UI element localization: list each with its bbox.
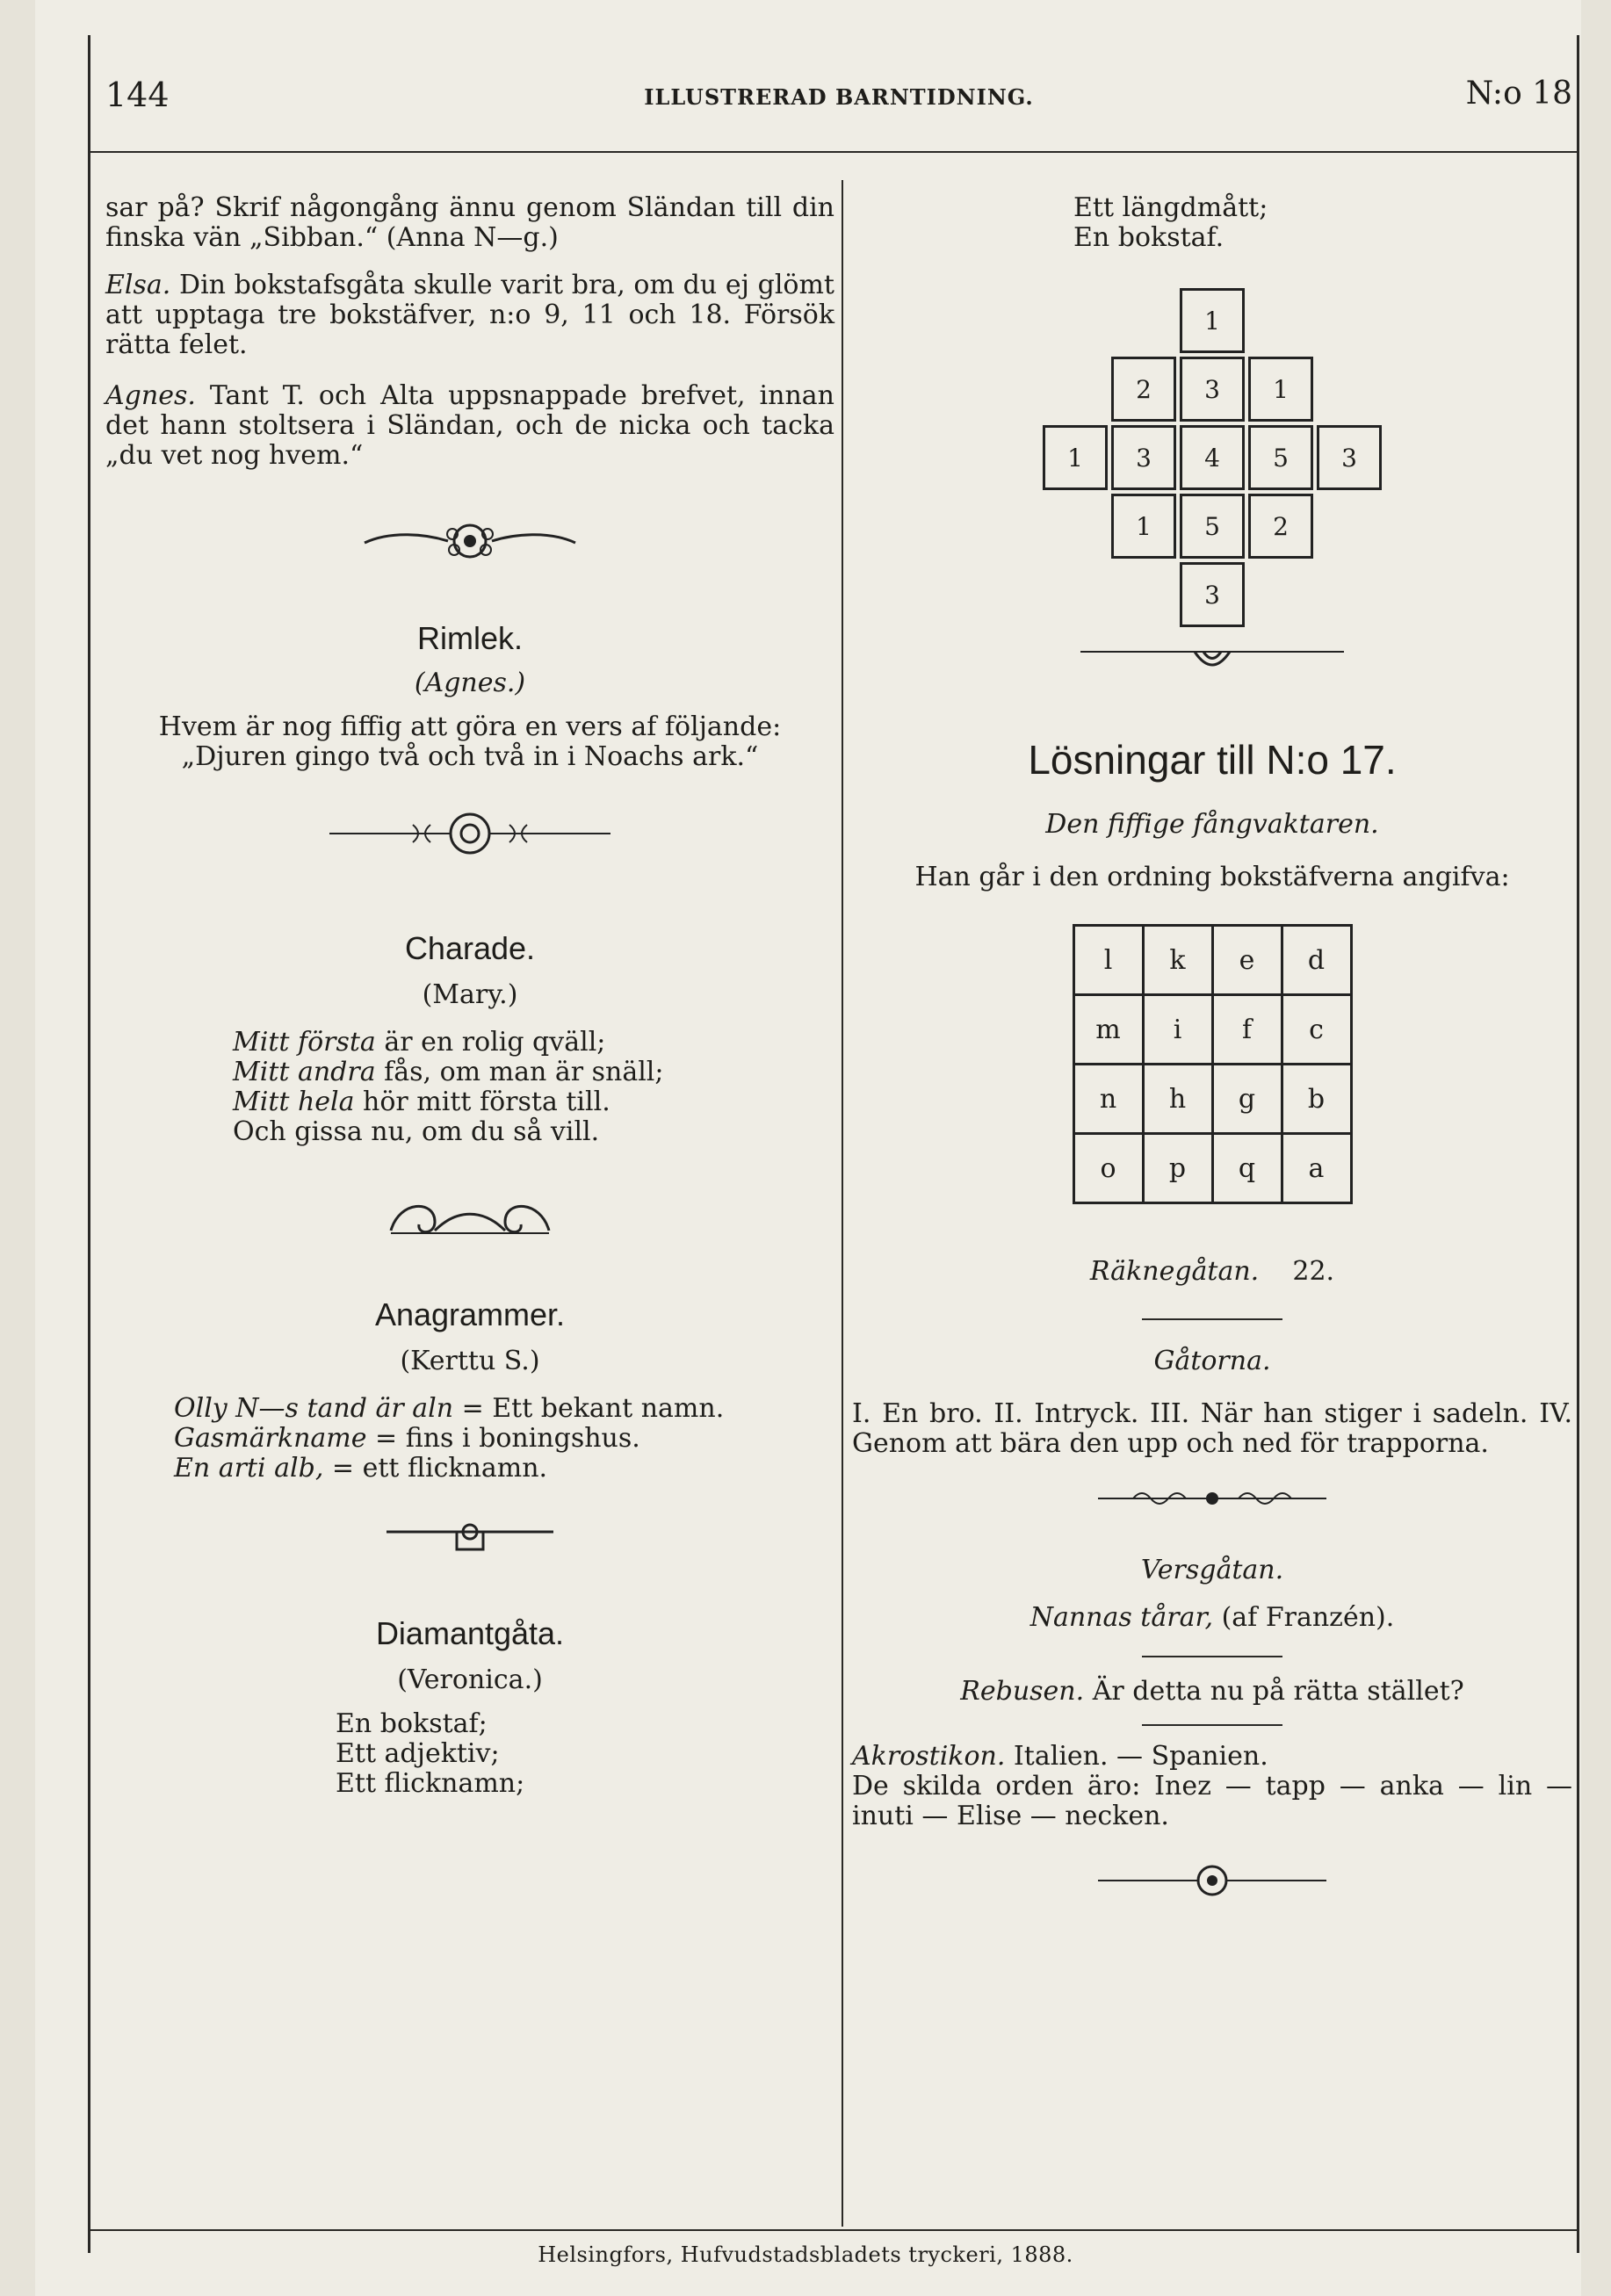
raknegatan-line	[852, 1257, 1572, 1287]
page-number: 144	[105, 76, 170, 114]
footer-rule	[88, 2229, 1579, 2231]
rimlek-author: (Agnes.)	[414, 668, 526, 698]
reply-text-agnes: Tant T. och Alta uppsnappade brefvet, innan det hann stoltsera i Sländan, och de nicka och tacka „du vet nog hvem.“	[105, 380, 834, 471]
rebusen-line	[852, 1677, 1572, 1707]
raknegatan-label: Räknegåtan.	[1089, 1256, 1260, 1287]
grid-cell: e	[1212, 926, 1282, 995]
letter-grid	[1073, 924, 1353, 1204]
rimlek-title: Rimlek.	[416, 620, 523, 656]
versgatan-italic: Nannas tårar,	[1029, 1602, 1214, 1633]
grid-cell: i	[1143, 995, 1212, 1065]
grid-cell: g	[1212, 1065, 1282, 1134]
charade-author: (Mary.)	[422, 979, 518, 1010]
grid-cell: m	[1073, 995, 1143, 1065]
anagram-text: = ett flicknamn.	[323, 1453, 548, 1484]
grid-cell: d	[1282, 926, 1351, 995]
akrostikon-line	[852, 1742, 1572, 1772]
reply-name-agnes: Agnes.	[105, 380, 196, 411]
grid-cell: k	[1143, 926, 1212, 995]
charade-line	[233, 1058, 834, 1087]
rimlek-line-2: „Djuren gingo två och två in i Noachs ark.“	[181, 741, 759, 772]
diamond-cell: 2	[1111, 357, 1176, 422]
diamond-cell: 5	[1248, 425, 1313, 490]
diamant-cont-line: En bokstaf.	[1073, 222, 1225, 253]
charade-section	[105, 930, 834, 1147]
anagram-line	[174, 1454, 834, 1484]
anagram-section	[105, 1296, 834, 1484]
page-footer: Helsingfors, Hufvudstadsbladets tryckeri, 1888.	[538, 2242, 1073, 2267]
anagram-lines	[174, 1394, 834, 1484]
diamond-figure	[1041, 288, 1383, 631]
small-ornament	[1080, 639, 1344, 675]
versgatan-line	[852, 1603, 1572, 1633]
issue-number: N:o 18	[1465, 76, 1572, 112]
wheel-ornament	[325, 807, 615, 860]
reply-text-elsa: Din bokstafsgåta skulle varit bra, om du ej glömt att upptaga tre bokstäfver, n:o 9, 11 och 18. Försök rätta felet.	[105, 270, 834, 360]
fangvaktaren-text: Han går i den ordning bokstäfverna angifva:	[914, 862, 1510, 892]
charade-line-text: fås, om man är snäll;	[375, 1057, 664, 1087]
grid-cell: c	[1282, 995, 1351, 1065]
letter-reply-elsa	[105, 271, 834, 360]
right-column	[852, 193, 1572, 1898]
diamond-cell: 4	[1180, 425, 1245, 490]
diamant-line: Ett adjektiv;	[336, 1738, 500, 1769]
grid-cell: f	[1212, 995, 1282, 1065]
diamond-cell: 1	[1180, 288, 1245, 353]
diamant-lines	[336, 1709, 834, 1799]
anagram-italic: Gasmärkname	[174, 1423, 367, 1454]
diamant-line: Ett flicknamn;	[336, 1768, 525, 1799]
column-divider	[842, 180, 843, 2227]
vine-ornament	[1098, 1485, 1326, 1512]
akrostikon-words: De skilda orden äro: Inez — tapp — anka — lin — inuti — Elise — necken.	[852, 1771, 1572, 1831]
akrostikon-text: Italien. — Spanien.	[1005, 1741, 1268, 1772]
letter-reply-1: sar på? Skrif någongång ännu genom Sländan till din finska vän „Sibban.“ (Anna N—g.)	[105, 192, 834, 253]
grid-cell: a	[1282, 1134, 1351, 1203]
charade-line	[233, 1117, 834, 1147]
diamant-continued	[1073, 193, 1572, 253]
grid-row	[1073, 926, 1351, 995]
diamond-cell: 2	[1248, 494, 1313, 559]
header-rule	[88, 151, 1579, 153]
gatorna-text: I. En bro. II. Intryck. III. När han stiger i sadeln. IV. Genom att bära den upp och ned för trapporna.	[852, 1398, 1572, 1459]
anagram-text: = Ett bekant namn.	[453, 1393, 725, 1424]
solutions-title: Lösningar till N:o 17.	[1028, 737, 1397, 783]
grid-cell: o	[1073, 1134, 1143, 1203]
section-rule	[1142, 1724, 1282, 1726]
anagram-line	[174, 1424, 834, 1454]
right-border	[1577, 35, 1579, 2253]
section-rule	[1142, 1318, 1282, 1320]
grid-cell: q	[1212, 1134, 1282, 1203]
bracket-ornament	[382, 1519, 558, 1563]
diamond-cell: 3	[1180, 357, 1245, 422]
page-header	[105, 70, 1572, 123]
diamant-line: En bokstaf;	[336, 1708, 488, 1739]
floral-ornament	[356, 515, 584, 567]
diamond-cell: 1	[1248, 357, 1313, 422]
diamant-cont-line: Ett längdmått;	[1073, 192, 1268, 223]
grid-cell: h	[1143, 1065, 1212, 1134]
charade-line	[233, 1087, 834, 1117]
grid-row	[1073, 1065, 1351, 1134]
diamond-cell: 3	[1180, 562, 1245, 627]
publication-title: ILLUSTRERAD BARNTIDNING.	[644, 84, 1034, 110]
fangvaktaren-title: Den fiffige fångvaktaren.	[1045, 809, 1379, 840]
charade-line-text: Och gissa nu, om du så vill.	[233, 1116, 600, 1147]
diamant-section	[105, 1615, 834, 1799]
left-border	[88, 35, 90, 2253]
versgatan-title: Versgåtan.	[1140, 1555, 1284, 1585]
scroll-ornament	[382, 1191, 558, 1244]
anagram-line	[174, 1394, 834, 1424]
charade-line-text: är en rolig qväll;	[375, 1027, 606, 1058]
diamant-title: Diamantgåta.	[375, 1615, 565, 1651]
grid-row	[1073, 1134, 1351, 1203]
rebusen-label: Rebusen.	[960, 1676, 1085, 1707]
charade-line-text: hör mitt första till.	[354, 1087, 610, 1117]
letter-reply-agnes	[105, 381, 834, 471]
gatorna-title: Gåtorna.	[1153, 1346, 1271, 1376]
anagram-italic: Olly N—s tand är aln	[174, 1393, 454, 1424]
diamond-cell: 3	[1317, 425, 1382, 490]
akrostikon-label: Akrostikon.	[852, 1741, 1006, 1772]
diamond-cell: 1	[1043, 425, 1108, 490]
end-ornament	[1098, 1863, 1326, 1898]
charade-line-italic: Mitt andra	[233, 1057, 376, 1087]
anagram-author: (Kerttu S.)	[400, 1346, 540, 1376]
grid-cell: b	[1282, 1065, 1351, 1134]
diamond-cell: 1	[1111, 494, 1176, 559]
grid-cell: n	[1073, 1065, 1143, 1134]
anagram-title: Anagrammer.	[374, 1296, 566, 1332]
charade-line-italic: Mitt första	[233, 1027, 376, 1058]
diamond-cell: 5	[1180, 494, 1245, 559]
diamant-author: (Veronica.)	[397, 1664, 543, 1695]
anagram-text: = fins i boningshus.	[366, 1423, 640, 1454]
grid-row	[1073, 995, 1351, 1065]
charade-line-italic: Mitt hela	[233, 1087, 355, 1117]
rebusen-text: Är detta nu på rätta stället?	[1084, 1676, 1464, 1707]
rimlek-line-1: Hvem är nog fiffig att göra en vers af följande:	[158, 711, 782, 742]
left-column	[105, 193, 834, 1799]
raknegatan-value: 22.	[1292, 1256, 1335, 1287]
charade-verse	[233, 1028, 834, 1147]
grid-cell: p	[1143, 1134, 1212, 1203]
charade-title: Charade.	[404, 930, 536, 966]
anagram-italic: En arti alb,	[174, 1453, 324, 1484]
versgatan-text: (af Franzén).	[1213, 1602, 1395, 1633]
rimlek-section	[105, 620, 834, 772]
diamond-cell: 3	[1111, 425, 1176, 490]
charade-line	[233, 1028, 834, 1058]
reply-name-elsa: Elsa.	[105, 270, 171, 300]
section-rule	[1142, 1656, 1282, 1657]
grid-cell: l	[1073, 926, 1143, 995]
